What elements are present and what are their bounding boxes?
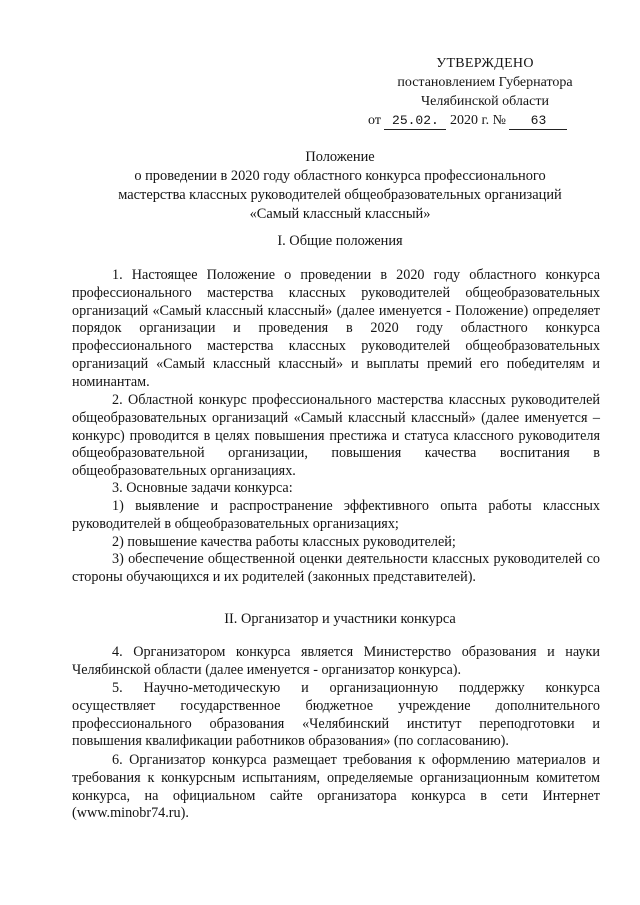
title-line-1: Положение bbox=[305, 149, 375, 165]
approval-from: от bbox=[368, 113, 381, 128]
section-heading-1: I. Общие положения bbox=[277, 233, 403, 249]
section-heading-2: II. Организатор и участники конкурса bbox=[224, 611, 456, 627]
document-title bbox=[100, 148, 580, 224]
paragraph-3-item-3: 3) обеспечение общественной оценки деятельности классных руководителей со стороны обучающихся и их родителей (законных представителей). bbox=[72, 551, 600, 585]
paragraph-3-item-2: 2) повышение качества работы классных руководителей; bbox=[112, 534, 456, 550]
paragraph-1: 1. Настоящее Положение о проведении в 2020 году областного конкурса профессионального мастерства классных руководителей общеобразовательных организаций «Самый классный классный» (далее именуется - Положение) определяет порядок организации и проведения в 2020 году областного конкурса профессионального мастерства классных руководителей общеобразовательных организаций «Самый классный классный» и выплаты премий его победителям и номинантам. bbox=[72, 267, 600, 390]
paragraph-2: 2. Областной конкурс профессионального мастерства классных руководителей общеобразовательных организаций «Самый классный классный» (далее именуется – конкурс) проводится в целях повышения престижа и статуса классного руководителя общеобразовательной организации, повышения качества воспитания в общеобразовательных организациях. bbox=[72, 392, 600, 480]
approval-line-2: Челябинской области bbox=[421, 94, 549, 109]
approval-date: 25.02. bbox=[384, 113, 446, 130]
paragraph-3-item-1: 1) выявление и распространение эффективного опыта работы классных руководителей в общеобразовательных организациях; bbox=[72, 498, 600, 532]
approval-title: УТВЕРЖДЕНО bbox=[436, 56, 534, 71]
title-line-2: о проведении в 2020 году областного конкурса профессионального bbox=[134, 168, 546, 184]
approval-line-1: постановлением Губернатора bbox=[397, 75, 573, 90]
paragraph-3: 3. Основные задачи конкурса: bbox=[112, 480, 293, 496]
approval-date-row bbox=[360, 111, 610, 130]
paragraph-6: 6. Организатор конкурса размещает требования к оформлению материалов и требования к конкурсным испытаниям, определяемые организационным комитетом конкурса, на официальном сайте организатора конкурса в сети Интернет (www.minobr74.ru). bbox=[72, 752, 600, 822]
approval-year: 2020 г. № bbox=[449, 113, 506, 128]
approval-stamp bbox=[360, 54, 610, 130]
approval-number: 63 bbox=[509, 113, 567, 130]
paragraph-4: 4. Организатором конкурса является Министерство образования и науки Челябинской области (далее именуется - организатор конкурса). bbox=[72, 644, 600, 678]
title-line-4: «Самый классный классный» bbox=[249, 206, 431, 222]
title-line-3: мастерства классных руководителей общеобразовательных организаций bbox=[118, 187, 562, 203]
paragraph-5: 5. Научно-методическую и организационную поддержку конкурса осуществляет государственное бюджетное учреждение дополнительного профессионального образования «Челябинский институт переподготовки и повышения квалификации работников образования» (по согласованию). bbox=[72, 680, 600, 750]
